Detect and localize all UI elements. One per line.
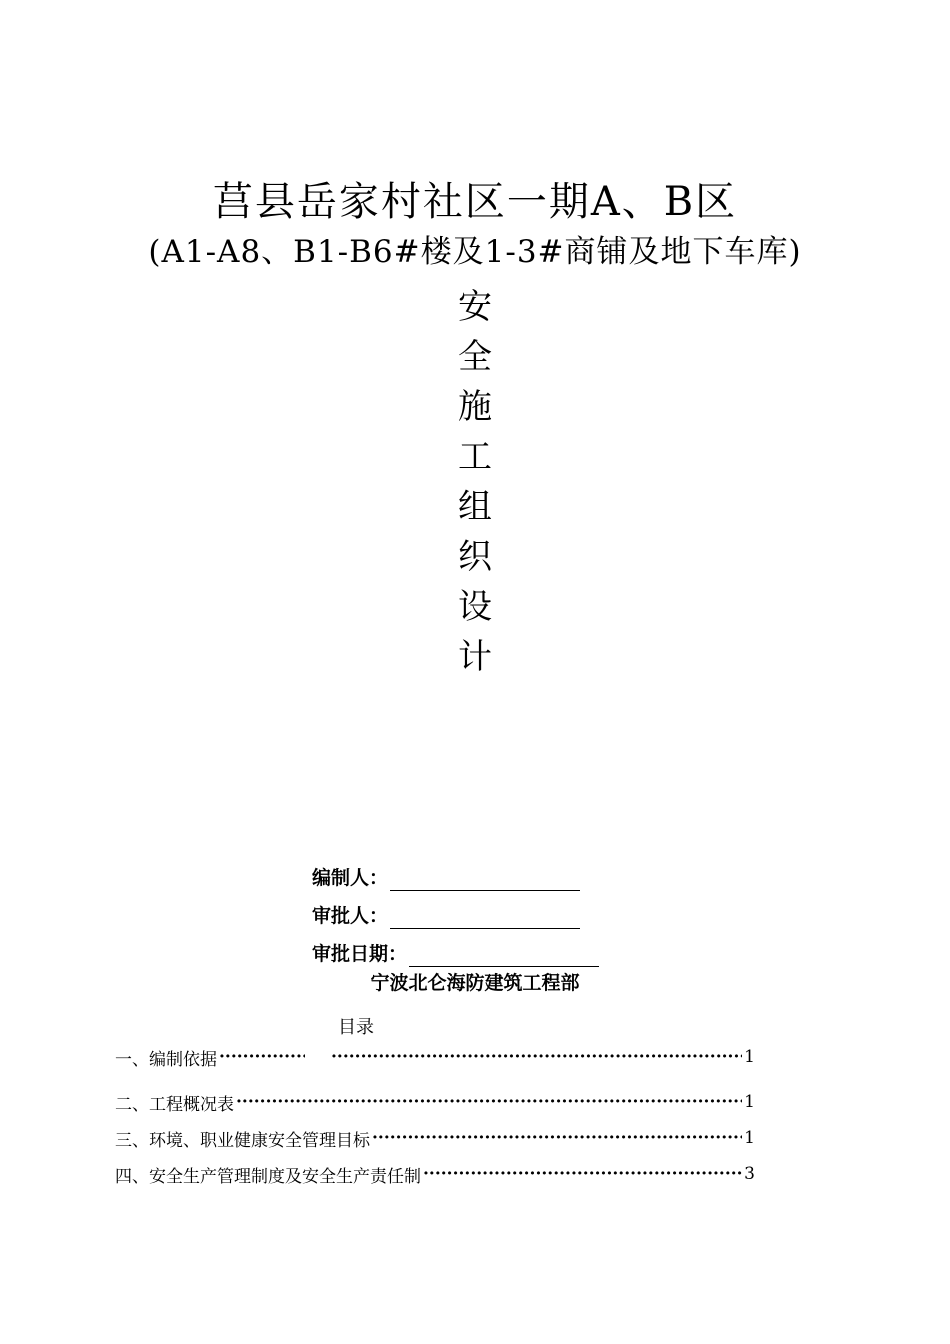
- approval-date-line: [409, 944, 599, 967]
- approval-date-row: [312, 929, 599, 967]
- vertical-title-char: 计: [458, 637, 492, 677]
- toc-item-page: 3: [744, 1164, 755, 1184]
- preparer-row: [312, 853, 599, 891]
- approval-date-label: 审批日期：: [312, 943, 408, 965]
- toc-item-page: 1: [744, 1092, 755, 1112]
- toc-item[interactable]: [115, 1088, 755, 1116]
- toc-item-page: 1: [744, 1128, 755, 1148]
- toc-item[interactable]: [115, 1124, 755, 1152]
- toc-leader-dots: [219, 1043, 305, 1071]
- approver-row: [312, 891, 599, 929]
- preparer-label: 编制人：: [312, 867, 389, 889]
- vertical-title-char: 安: [458, 287, 492, 327]
- toc-item-title: 二、工程概况表: [115, 1094, 234, 1115]
- vertical-title-char: 设: [458, 587, 492, 627]
- signoff-block: [312, 853, 599, 967]
- toc-leader-dots: [423, 1160, 742, 1188]
- toc-leader-dots: [236, 1088, 742, 1116]
- document-subtitle: (A1-A8、B1-B6#楼及1-3#商铺及地下车库): [148, 234, 802, 270]
- preparer-signature-line: [390, 868, 580, 891]
- vertical-document-type: [450, 282, 500, 682]
- toc-item[interactable]: [115, 1160, 755, 1188]
- toc-leader-dots: [372, 1124, 742, 1152]
- approver-label: 审批人：: [312, 905, 389, 927]
- toc-item-title: 三、环境、职业健康安全管理目标: [115, 1130, 370, 1151]
- toc-item-page: 1: [744, 1047, 755, 1067]
- vertical-title-char: 施: [458, 387, 492, 427]
- vertical-title-char: 工: [458, 437, 492, 477]
- document-title: 莒县岳家村社区一期A、B区: [212, 179, 738, 225]
- approver-signature-line: [390, 906, 580, 929]
- toc-item[interactable]: [115, 1043, 755, 1071]
- company-name: 宁波北仑海防建筑工程部: [370, 972, 580, 994]
- vertical-title-char: 组: [458, 487, 492, 527]
- toc-heading: 目录: [338, 1017, 374, 1038]
- vertical-title-char: 全: [458, 337, 492, 377]
- toc-item-title: 四、安全生产管理制度及安全生产责任制: [115, 1166, 421, 1187]
- vertical-title-char: 织: [458, 537, 492, 577]
- toc-leader-dots: [331, 1043, 742, 1071]
- toc-item-title: 一、编制依据: [115, 1049, 217, 1070]
